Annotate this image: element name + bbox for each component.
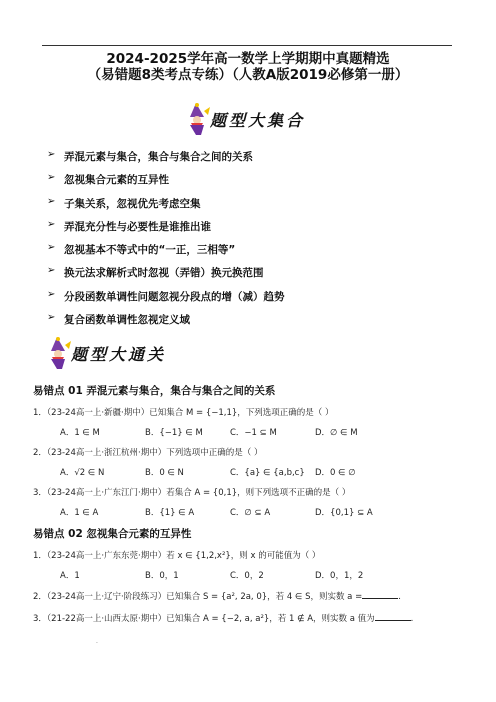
- option-c: C．∅ ⊆ A: [230, 508, 271, 518]
- option-row: [60, 506, 460, 520]
- list-item: [47, 219, 467, 242]
- option-a: A．1: [60, 571, 80, 581]
- topic-text: 子集关系，忽视优先考虑空集: [64, 197, 201, 210]
- option-d: D．∅ ∈ M: [315, 428, 358, 438]
- arrow-bullet-icon: ➢: [47, 218, 56, 230]
- answer-blank[interactable]: [362, 589, 398, 599]
- arrow-bullet-icon: ➢: [47, 312, 56, 324]
- question-stem: 3．（21-22高一上·山西太原·期中）已知集合 A = {−2, a, a²}，若 1 ∉ A，则实数 a 值为: [33, 614, 375, 624]
- list-item: [47, 242, 467, 265]
- arrow-bullet-icon: ➢: [47, 288, 56, 300]
- topic-text: 弄混元素与集合，集合与集合之间的关系: [64, 151, 253, 163]
- option-c: C．−1 ⊆ M: [230, 428, 277, 438]
- document-title-line2: （易错题8类考点专练）（人教A版2019必修第一册）: [87, 67, 409, 83]
- footer-mark: ·: [96, 640, 98, 647]
- option-b: B．{1} ∈ A: [145, 508, 195, 518]
- question-end: .: [410, 614, 414, 624]
- option-a: A．1 ∈ M: [60, 428, 100, 438]
- topic-text: 弄混充分性与必要性是谁推出谁: [64, 220, 211, 233]
- option-b: B．0，1: [145, 571, 179, 581]
- topic-list: [47, 149, 467, 335]
- topic-text: 忽视基本不等式中的“一正，三相等”: [64, 244, 236, 257]
- option-row: [60, 569, 460, 583]
- option-c: C．{a} ∈ {a,b,c}: [230, 468, 305, 478]
- arrow-bullet-icon: ➢: [47, 195, 56, 207]
- question-stem: 2．（23-24高一上·浙江杭州·期中）下列选项中正确的是（ ）: [33, 448, 263, 458]
- question-stem: 1．（23-24高一上·新疆·期中）已知集合 M = {−1,1}，下列选项正确的是（ ）: [33, 408, 334, 418]
- option-b: B．{−1} ∈ M: [145, 428, 203, 438]
- topic-text: 分段函数单调性问题忽视分段点的增（减）趋势: [64, 290, 285, 303]
- option-a: A．√2 ∈ N: [60, 468, 105, 478]
- option-c: C．0，2: [230, 571, 264, 581]
- arrow-bullet-icon: ➢: [47, 242, 56, 254]
- wizard-mascot-icon: [47, 335, 73, 369]
- option-d: D．0，1，2: [315, 571, 364, 581]
- section-heading: 易错点 01 弄混元素与集合，集合与集合之间的关系: [33, 385, 276, 397]
- banner-topic-collection: [186, 101, 316, 135]
- question-stem: 2．（23-24高一上·辽宁·阶段练习）已知集合 S = {a², 2a, 0}，若 4 ∈ S，则实数 a =: [33, 592, 363, 602]
- list-item: [47, 289, 467, 312]
- topic-text: 忽视集合元素的互异性: [64, 174, 169, 187]
- banner-label: 题型大通关: [71, 345, 167, 364]
- list-item: [47, 196, 467, 219]
- option-a: A．1 ∈ A: [60, 508, 99, 518]
- list-item: [47, 312, 467, 335]
- list-item: [47, 265, 467, 288]
- header-rule: [42, 45, 452, 46]
- arrow-bullet-icon: ➢: [47, 172, 56, 184]
- wizard-mascot-icon: [186, 101, 212, 135]
- question-fill-in: [33, 589, 401, 602]
- list-item: [47, 149, 467, 172]
- answer-blank[interactable]: [375, 611, 411, 621]
- option-d: D．0 ∈ ∅: [315, 468, 356, 478]
- arrow-bullet-icon: ➢: [47, 265, 56, 277]
- list-item: [47, 172, 467, 195]
- option-b: B．0 ∈ N: [145, 468, 184, 478]
- question-stem: 1．（23-24高一上·广东东莞·期中）若 x ∈ {1,2,x²}，则 x 的可能值为（ ）: [33, 551, 321, 561]
- document-title-line1: 2024-2025学年高一数学上学期期中真题精选: [106, 51, 390, 67]
- option-row: [60, 426, 460, 440]
- topic-text: 复合函数单调性忽视定义域: [64, 314, 190, 327]
- question-fill-in: [33, 611, 413, 624]
- option-row: [60, 466, 460, 480]
- banner-label: 题型大集合: [210, 111, 306, 130]
- option-d: D．{0,1} ⊆ A: [315, 508, 373, 518]
- topic-text: 换元法求解析式时忽视（弄错）换元换范围: [64, 267, 264, 280]
- question-stem: 3．（23-24高一上·广东江门·期中）若集合 A = {0,1}，则下列选项不正确的是（ ）: [33, 488, 351, 498]
- banner-topic-practice: [47, 335, 177, 369]
- question-end: .: [398, 592, 401, 602]
- arrow-bullet-icon: ➢: [47, 149, 56, 160]
- section-heading: 易错点 02 忽视集合元素的互异性: [33, 528, 192, 540]
